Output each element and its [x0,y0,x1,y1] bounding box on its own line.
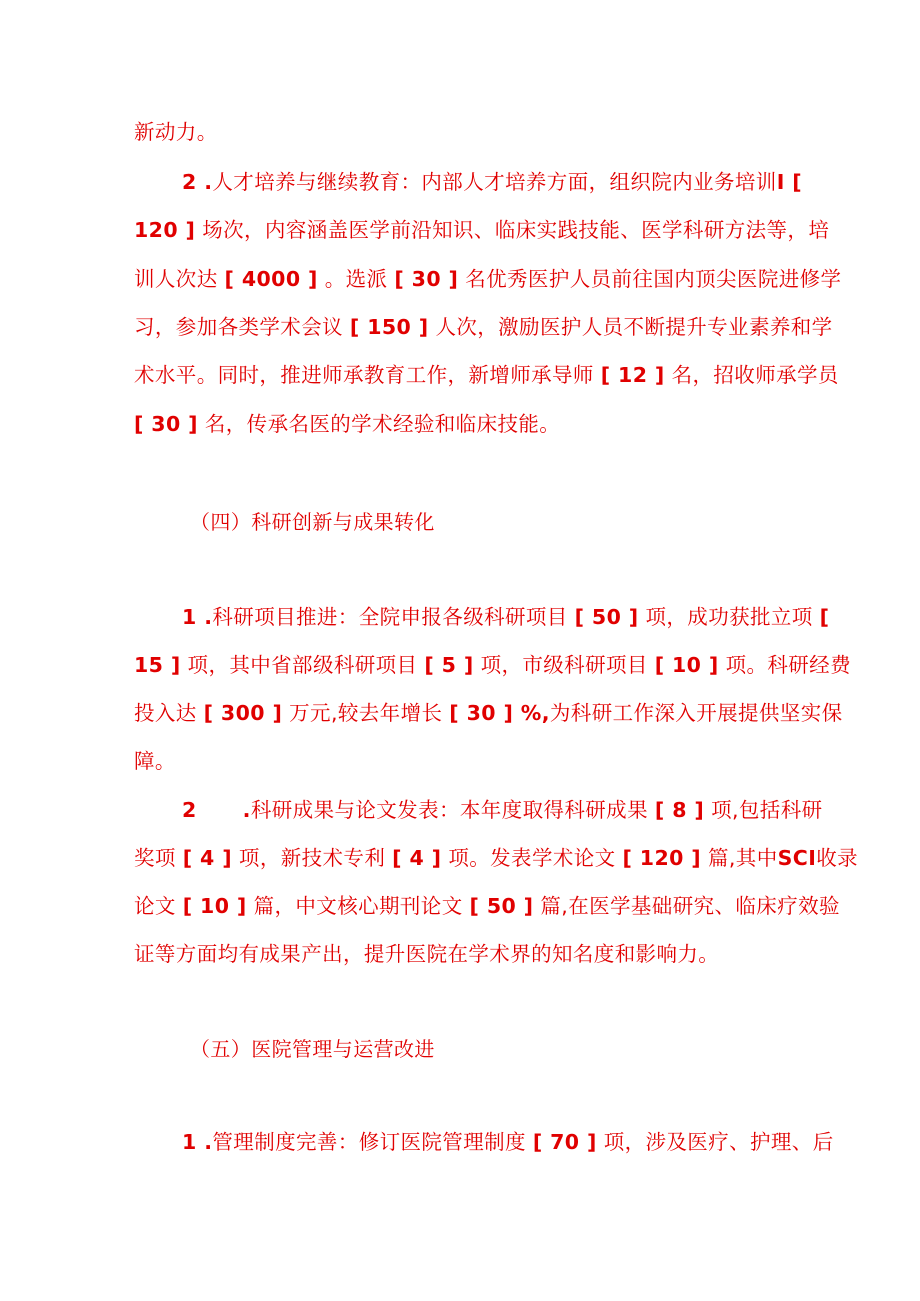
paragraph-line [182,1128,834,1156]
item-number: 1 [182,605,197,629]
value-run: [ 10 ] [182,894,247,918]
item-dot: . [196,605,213,629]
paragraph-line [134,313,833,341]
text-run: I [ [776,170,803,194]
value-run: [ 50 ] [469,894,534,918]
text-run: 名，传承名医的学术经验和临床技能。 [197,412,561,436]
paragraph-line [134,747,176,775]
text-run: 科研项目推进：全院申报各级科研项目 [212,605,575,629]
text-run: 收录 [816,846,859,870]
text-run: 项。科研经费 [718,653,851,677]
paragraph-line [182,168,802,196]
section-heading: （五）医院管理与运营改进 [190,1037,435,1061]
paragraph-line [182,796,823,824]
value-run: 15 ] [134,653,181,677]
value-run: [ 150 ] [349,315,429,339]
value-run: [ 120 ] [622,846,702,870]
text-run: 项，新技术专利 [232,846,393,870]
value-run: [ 30 ] %, [449,701,550,725]
text-run: 项，其中省部级科研项目 [180,653,425,677]
paragraph-line [134,651,851,679]
paragraph-line [134,361,839,389]
paragraph-line [182,603,829,631]
text-run: 科研成果与论文发表：本年度取得科研成果 [250,798,655,822]
text-run: 障。 [134,749,176,773]
value-run: [ 70 ] [532,1130,597,1154]
text-run: 管理制度完善：修订医院管理制度 [212,1130,533,1154]
text-run: 投入达 [134,701,204,725]
value-run: [ 4000 ] [224,267,318,291]
paragraph-line [134,844,858,872]
text-run: 新动力。 [134,120,218,144]
value-run: [ 300 ] [203,701,283,725]
paragraph-line [134,216,829,244]
text-run: 证等方面均有成果产出，提升医院在学术界的知名度和影响力。 [134,942,720,966]
item-number: 2 [182,798,197,822]
paragraph-line [134,265,841,293]
value-run: [ 30 ] [394,267,459,291]
text-run: 项，市级科研项目 [473,653,655,677]
paragraph-line [134,892,840,920]
item-dot: . [196,170,213,194]
value-run: [ 5 ] [424,653,474,677]
text-run: 篇，中文核心期刊论文 [246,894,470,918]
text-run: 论文 [134,894,183,918]
text-run: 项。发表学术论文 [441,846,623,870]
text-run: 。选派 [317,267,395,291]
text-run: 项,包括科研 [704,798,823,822]
section-heading: （四）科研创新与成果转化 [190,510,435,534]
text-run: 项，涉及医疗、护理、后 [596,1130,834,1154]
value-run: [ 50 ] [574,605,639,629]
text-run: 术水平。同时，推进师承教育工作，新增师承导师 [134,363,601,387]
paragraph-line [134,940,719,968]
paragraph-line [134,410,560,438]
text-run: 篇,在医学基础研究、临床疗效验 [533,894,840,918]
text-run: 人次，激励医护人员不断提升专业素养和学 [428,315,833,339]
text-run: 名，招收师承学员 [664,363,839,387]
item-dot: . [196,1130,213,1154]
value-run: [ 8 ] [654,798,705,822]
text-run: 场次，内容涵盖医学前沿知识、临床实践技能、医学科研方法等，培 [195,218,830,242]
text-run: 为科研工作深入开展提供坚实保 [549,701,843,725]
paragraph-line [134,699,843,727]
text-run: 奖项 [134,846,183,870]
value-run: [ 30 ] [134,412,198,436]
item-number: 1 [182,1130,197,1154]
value-run: 120 ] [134,218,196,242]
text-run: 篇,其中 [701,846,778,870]
paragraph-line [134,118,218,146]
text-run: 训人次达 [134,267,225,291]
value-run: [ [819,605,830,629]
item-dot: . [242,798,251,822]
value-run: [ 12 ] [600,363,665,387]
value-run: [ 10 ] [654,653,719,677]
text-run: 人才培养与继续教育：内部人才培养方面，组织院内业务培训 [212,170,777,194]
text-run: 习，参加各类学术会议 [134,315,350,339]
item-number: 2 [182,170,197,194]
text-run: 项，成功获批立项 [638,605,820,629]
value-run: [ 4 ] [392,846,442,870]
text-run: 名优秀医护人员前往国内顶尖医院进修学 [458,267,842,291]
text-run: 万元,较去年增长 [282,701,450,725]
value-run: [ 4 ] [182,846,232,870]
value-run: SCI [777,846,817,870]
